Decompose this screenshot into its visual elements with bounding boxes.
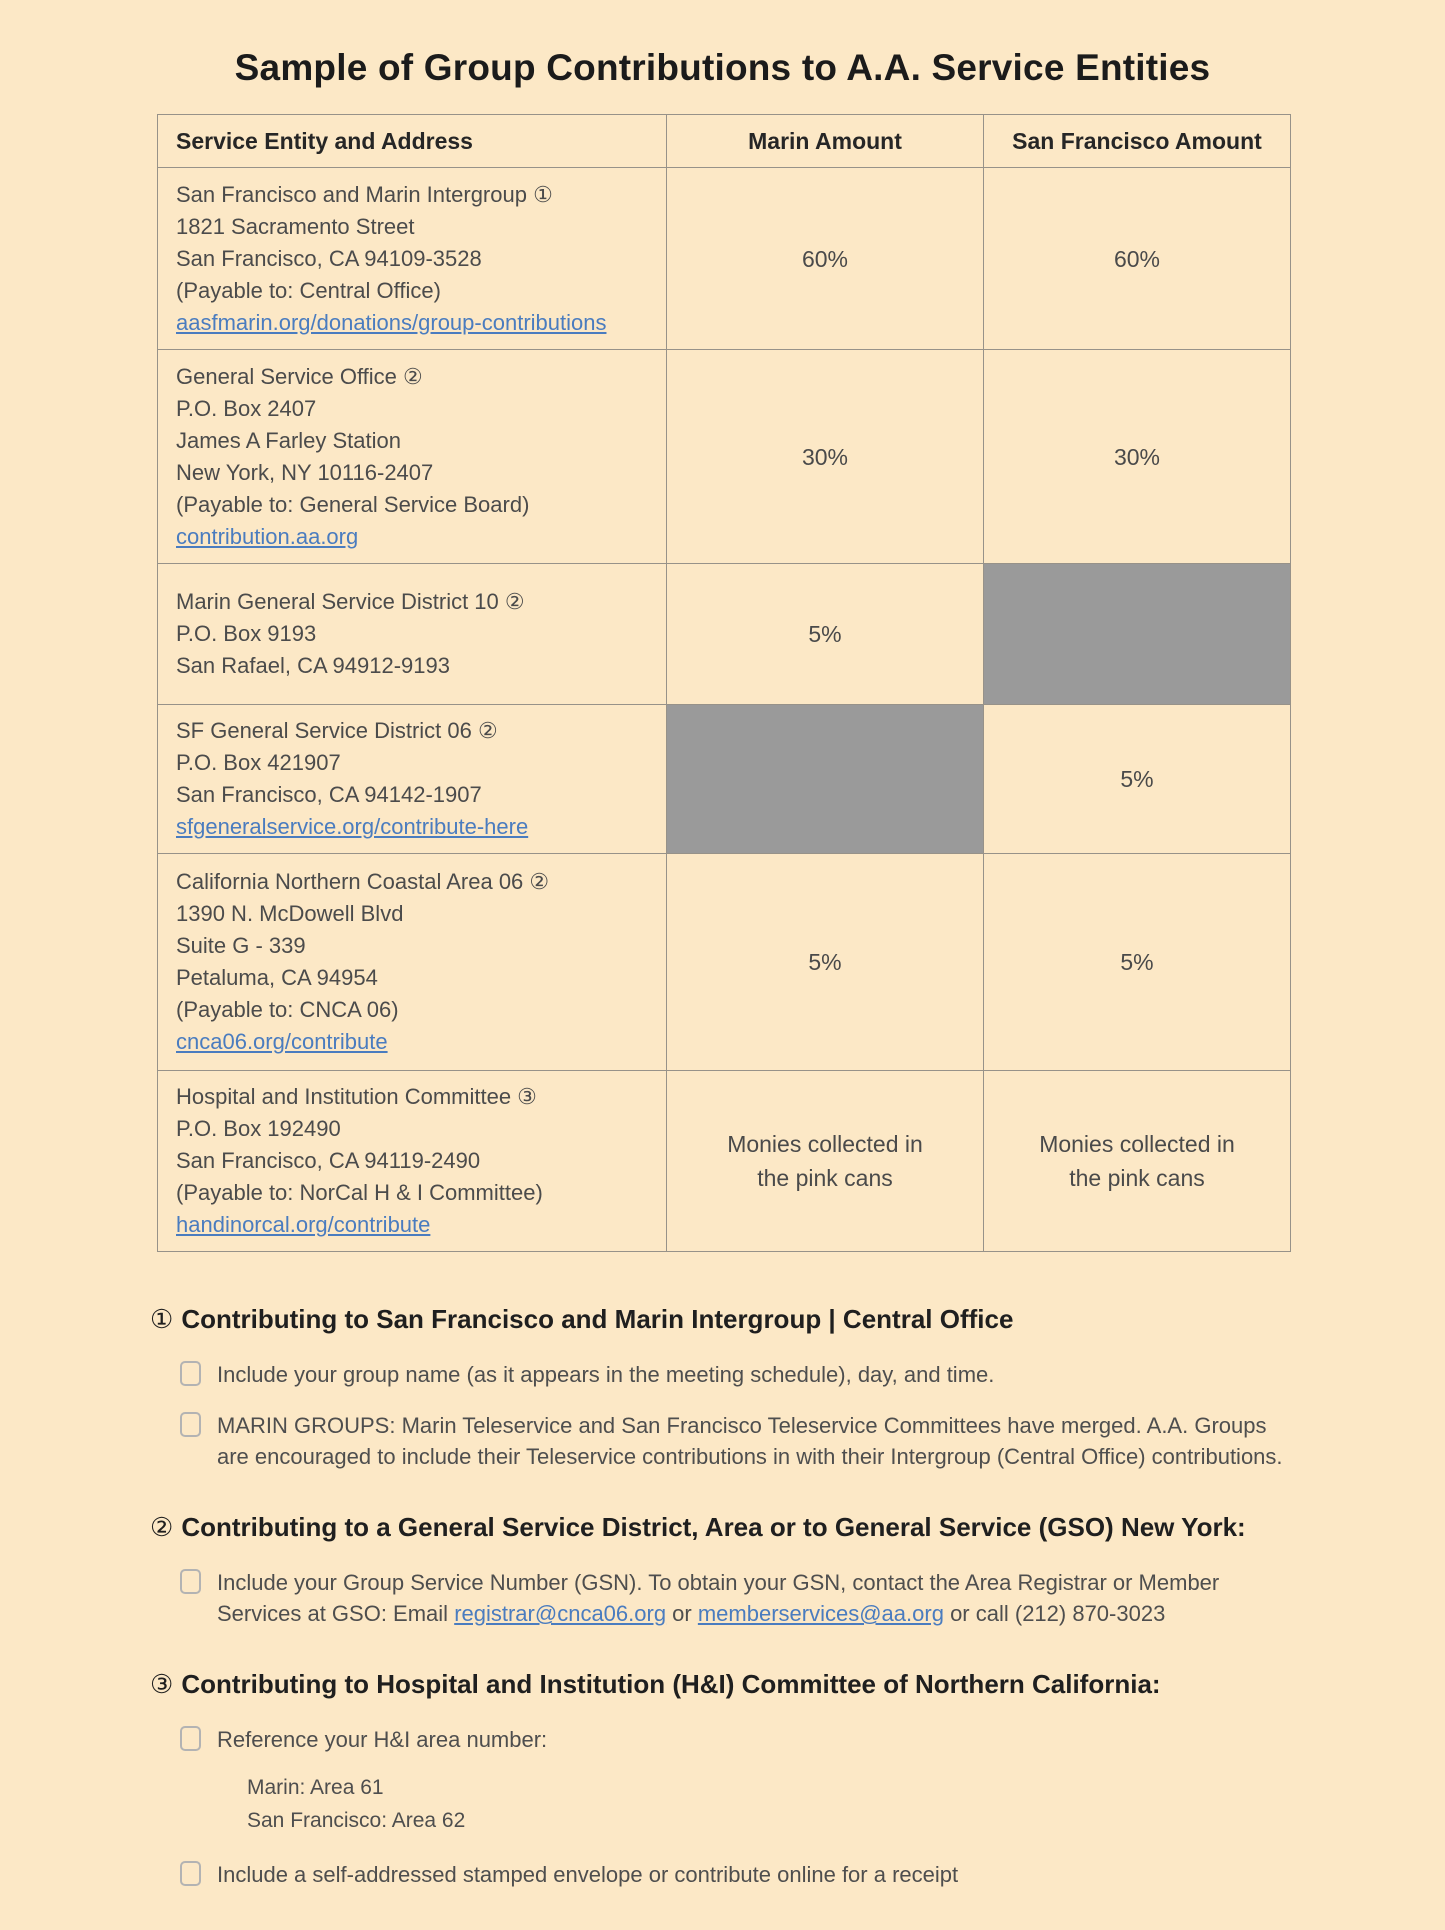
entity-link[interactable]: sfgeneralservice.org/contribute-here [176, 814, 529, 839]
table-row [158, 1071, 1291, 1252]
col-header-sf: San Francisco Amount [984, 115, 1291, 168]
entity-payable-line: (Payable to: NorCal H & I Committee) [176, 1180, 543, 1205]
checklist-item-text: Include a self-addressed stamped envelope or contribute online for a receipt [217, 1862, 959, 1887]
checklist-item [180, 1410, 1310, 1472]
sf-amount-cell: 5% [984, 705, 1291, 854]
checkbox[interactable] [180, 1361, 201, 1386]
area-number-line: San Francisco: Area 62 [247, 1809, 466, 1832]
footnote-intergroup [150, 1304, 1310, 1472]
sf-amount-cell: 5% [984, 854, 1291, 1071]
circled-1-icon: ① [150, 1304, 174, 1334]
contributions-table [157, 114, 1291, 1252]
entity-cell [158, 350, 667, 564]
text-segment: Include your Group Service Number (GSN). To obtain your GSN, contact the Area Registrar or Member Services at GSO: Email [217, 1570, 1220, 1626]
checkbox[interactable] [180, 1861, 201, 1886]
entity-cell [158, 705, 667, 854]
sf-amount-cell: Monies collected in the pink cans [984, 1071, 1291, 1252]
checklist-item-text [217, 1567, 1287, 1629]
page-title: Sample of Group Contributions to A.A. Service Entities [234, 47, 1211, 88]
entity-name: California Northern Coastal Area 06 ② [176, 869, 550, 894]
checklist-item-text: MARIN GROUPS: Marin Teleservice and San Francisco Teleservice Committees have merged. A.A. Groups are encouraged to include their Teleservice contributions in with their Intergroup (Central Office) contributions. [217, 1413, 1283, 1469]
entity-address-line: P.O. Box 2407 [176, 395, 317, 421]
entity-link[interactable]: handinorcal.org/contribute [176, 1212, 431, 1237]
text-segment: or [666, 1601, 698, 1626]
marin-amount-cell-empty [667, 705, 984, 854]
entity-address-line: Petaluma, CA 94954 [176, 965, 378, 990]
entity-address-line: San Rafael, CA 94912-9193 [176, 653, 450, 678]
checklist-item [180, 1359, 1310, 1390]
footnote-heading: ② Contributing to a General Service District, Area or to General Service (GSO) New York: [150, 1512, 1246, 1542]
marin-amount-cell: 5% [667, 854, 984, 1071]
checkbox[interactable] [180, 1569, 201, 1594]
area-number-list [247, 1771, 1310, 1837]
entity-address-line: P.O. Box 9193 [176, 621, 317, 646]
entity-address-line: 1390 N. McDowell Blvd [176, 901, 404, 926]
entity-payable-line: (Payable to: CNCA 06) [176, 997, 399, 1022]
footnote-heading: ① Contributing to San Francisco and Marin Intergroup | Central Office [150, 1304, 1014, 1334]
entity-address-line: San Francisco, CA 94142-1907 [176, 782, 482, 807]
entity-name: General Service Office ② [176, 363, 423, 389]
entity-name: SF General Service District 06 ② [176, 718, 498, 743]
entity-name: Marin General Service District 10 ② [176, 589, 525, 614]
entity-cell [158, 168, 667, 350]
table-row [158, 168, 1291, 350]
col-header-entity: Service Entity and Address [158, 115, 667, 168]
entity-link[interactable]: cnca06.org/contribute [176, 1029, 388, 1054]
marin-amount-cell: 60% [667, 168, 984, 350]
checkbox[interactable] [180, 1726, 201, 1751]
sf-amount-cell-empty [984, 564, 1291, 705]
entity-address-line: San Francisco, CA 94109-3528 [176, 245, 482, 271]
registrar-email-link[interactable]: registrar@cnca06.org [454, 1601, 667, 1626]
checkbox[interactable] [180, 1412, 201, 1437]
footnotes-section [150, 1304, 1310, 1890]
entity-address-line: New York, NY 10116-2407 [176, 459, 434, 485]
sf-amount-cell: 60% [984, 168, 1291, 350]
entity-name: San Francisco and Marin Intergroup ① [176, 181, 553, 207]
entity-payable-line: (Payable to: Central Office) [176, 277, 441, 303]
entity-link[interactable]: aasfmarin.org/donations/group-contributions [176, 309, 607, 335]
marin-amount-cell: 5% [667, 564, 984, 705]
checklist-item-text: Reference your H&I area number: [217, 1727, 548, 1752]
checklist-item [180, 1859, 1310, 1890]
sf-amount-cell: 30% [984, 350, 1291, 564]
entity-cell [158, 1071, 667, 1252]
table-header-row [158, 115, 1291, 168]
table-row [158, 350, 1291, 564]
circled-3-icon: ③ [150, 1669, 174, 1699]
circled-2-icon: ② [150, 1512, 174, 1542]
footnote-hospital-institution [150, 1669, 1310, 1890]
entity-payable-line: (Payable to: General Service Board) [176, 491, 530, 517]
entity-address-line: P.O. Box 421907 [176, 750, 341, 775]
col-header-marin: Marin Amount [667, 115, 984, 168]
entity-link[interactable]: contribution.aa.org [176, 523, 359, 549]
footnote-heading: ③ Contributing to Hospital and Institution (H&I) Committee of Northern California: [150, 1669, 1161, 1699]
marin-amount-cell: 30% [667, 350, 984, 564]
checklist-item [180, 1724, 1310, 1755]
table-row [158, 854, 1291, 1071]
entity-address-line: James A Farley Station [176, 427, 401, 453]
entity-address-line: P.O. Box 192490 [176, 1116, 341, 1141]
marin-amount-cell: Monies collected in the pink cans [667, 1071, 984, 1252]
footnote-general-service [150, 1512, 1310, 1629]
entity-cell [158, 564, 667, 705]
entity-address-line: 1821 Sacramento Street [176, 213, 415, 239]
checklist-item [180, 1567, 1310, 1629]
text-segment: or call (212) 870-3023 [943, 1601, 1166, 1626]
checklist-item-text: Include your group name (as it appears in the meeting schedule), day, and time. [217, 1362, 995, 1387]
table-row [158, 564, 1291, 705]
entity-address-line: San Francisco, CA 94119-2490 [176, 1148, 481, 1173]
entity-address-line: Suite G - 339 [176, 933, 306, 958]
memberservices-email-link[interactable]: memberservices@aa.org [697, 1601, 944, 1626]
entity-name: Hospital and Institution Committee ③ [176, 1084, 537, 1109]
area-number-line: Marin: Area 61 [247, 1776, 384, 1799]
table-row [158, 705, 1291, 854]
entity-cell [158, 854, 667, 1071]
